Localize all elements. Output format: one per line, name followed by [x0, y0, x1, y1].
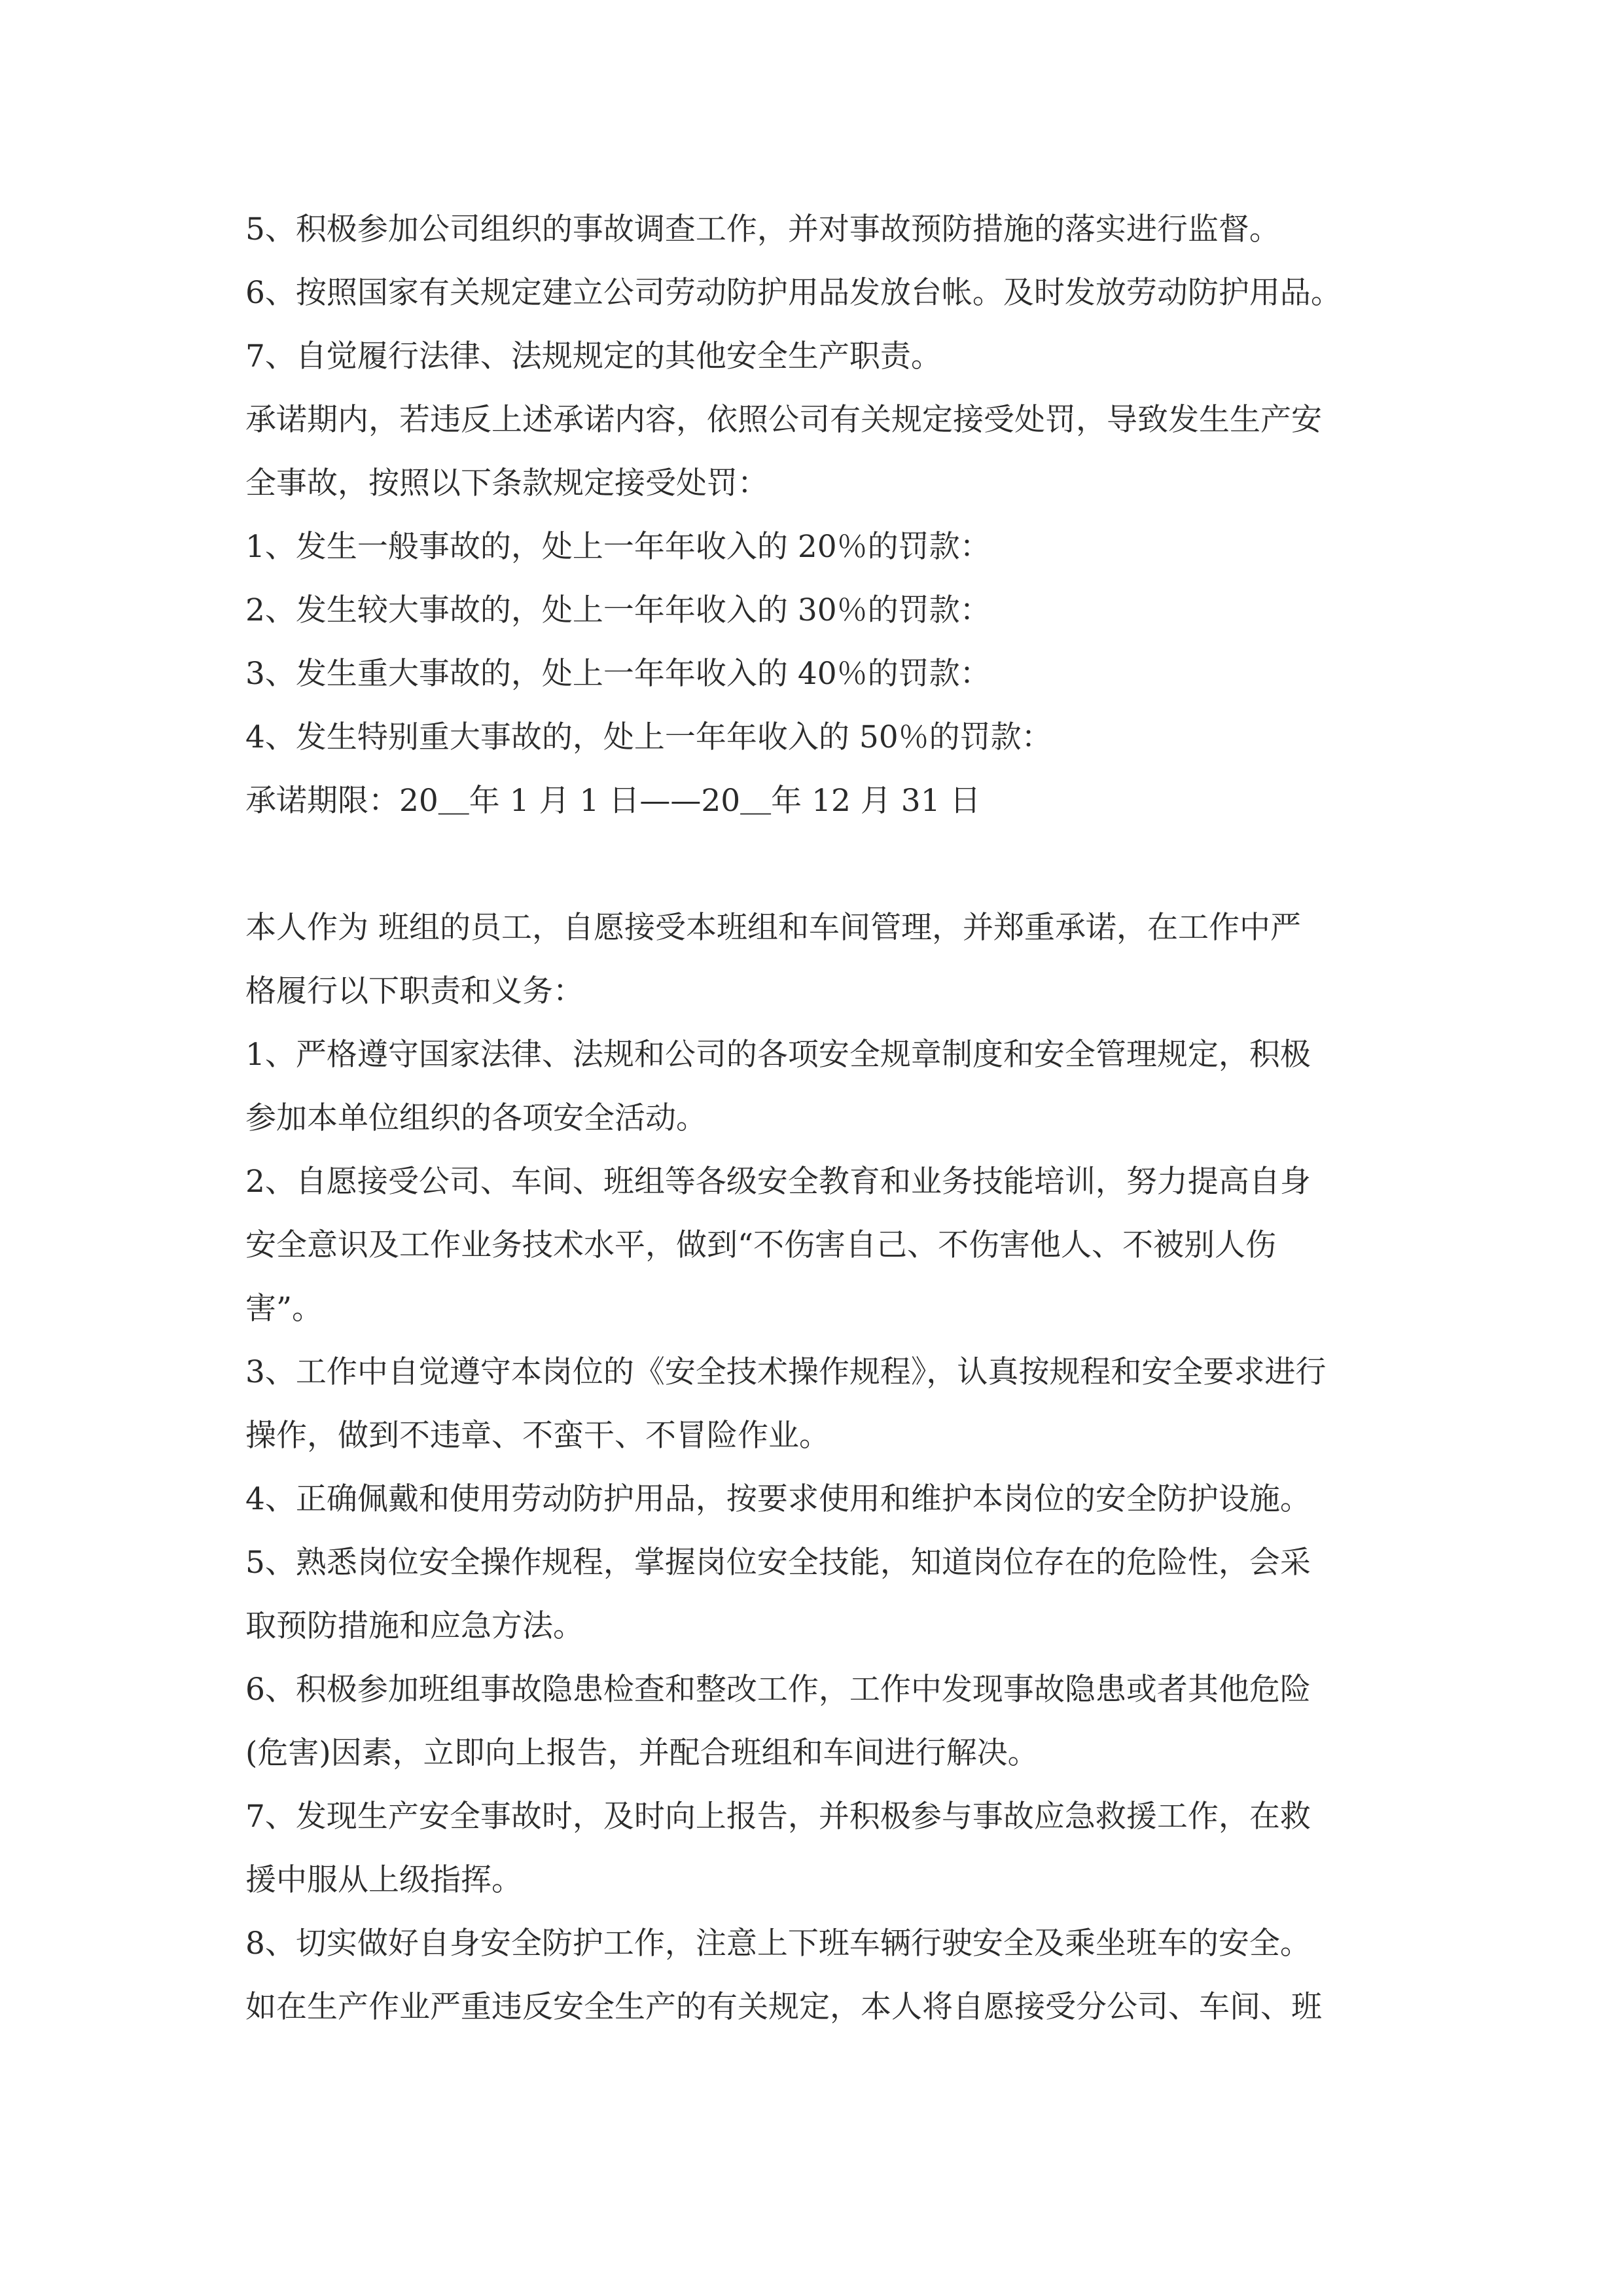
text-line: 本人作为 班组的员工，自愿接受本班组和车间管理，并郑重承诺，在工作中严 — [245, 910, 1301, 946]
text-line: 5、积极参加公司组织的事故调查工作，并对事故预防措施的落实进行监督。 — [245, 211, 1280, 247]
text-line: 2、自愿接受公司、车间、班组等各级安全教育和业务技能培训，努力提高自身 — [245, 1164, 1311, 1200]
text-line: 4、正确佩戴和使用劳动防护用品，按要求使用和维护本岗位的安全防护设施。 — [245, 1481, 1311, 1517]
text-line: 安全意识及工作业务技术水平，做到“不伤害自己、不伤害他人、不被别人伤 — [245, 1227, 1277, 1263]
text-line: (危害)因素，立即向上报告，并配合班组和车间进行解决。 — [245, 1735, 1039, 1771]
section-responsibilities — [245, 198, 1391, 833]
text-line: 全事故，按照以下条款规定接受处罚： — [245, 465, 768, 501]
text-line: 承诺期内，若违反上述承诺内容，依照公司有关规定接受处罚，导致发生生产安 — [245, 402, 1322, 438]
section-gap — [245, 833, 1391, 896]
text-line: 格履行以下职责和义务： — [245, 973, 584, 1009]
section-employee-commitment — [245, 896, 1391, 2039]
text-line: 5、熟悉岗位安全操作规程，掌握岗位安全技能，知道岗位存在的危险性，会采 — [245, 1545, 1311, 1581]
text-line: 承诺期限：20＿年 1 月 1 日——20＿年 12 月 31 日 — [245, 783, 981, 819]
document-body — [245, 198, 1391, 2039]
text-line: 3、发生重大事故的，处上一年年收入的 40％的罚款： — [245, 656, 991, 692]
text-line: 援中服从上级指挥。 — [245, 1862, 522, 1898]
text-line: 4、发生特别重大事故的，处上一年年收入的 50％的罚款： — [245, 719, 1052, 755]
text-line: 6、积极参加班组事故隐患检查和整改工作，工作中发现事故隐患或者其他危险 — [245, 1672, 1311, 1708]
text-line: 操作，做到不违章、不蛮干、不冒险作业。 — [245, 1418, 830, 1454]
text-line: 7、发现生产安全事故时，及时向上报告，并积极参与事故应急救援工作，在救 — [245, 1799, 1311, 1835]
text-line: 7、自觉履行法律、法规规定的其他安全生产职责。 — [245, 338, 942, 374]
text-line: 参加本单位组织的各项安全活动。 — [245, 1100, 707, 1136]
text-line: 害”。 — [245, 1291, 323, 1327]
text-line: 取预防措施和应急方法。 — [245, 1608, 584, 1644]
text-line: 6、按照国家有关规定建立公司劳动防护用品发放台帐。及时发放劳动防护用品。 — [245, 275, 1342, 311]
text-line: 8、切实做好自身安全防护工作，注意上下班车辆行驶安全及乘坐班车的安全。 — [245, 1926, 1311, 1962]
text-line: 如在生产作业严重违反安全生产的有关规定，本人将自愿接受分公司、车间、班 — [245, 1989, 1322, 2025]
text-line: 1、发生一般事故的，处上一年年收入的 20％的罚款： — [245, 529, 991, 565]
text-line: 2、发生较大事故的，处上一年年收入的 30％的罚款： — [245, 592, 991, 628]
text-line: 1、严格遵守国家法律、法规和公司的各项安全规章制度和安全管理规定，积极 — [245, 1037, 1311, 1073]
text-line: 3、工作中自觉遵守本岗位的《安全技术操作规程》，认真按规程和安全要求进行 — [245, 1354, 1327, 1390]
